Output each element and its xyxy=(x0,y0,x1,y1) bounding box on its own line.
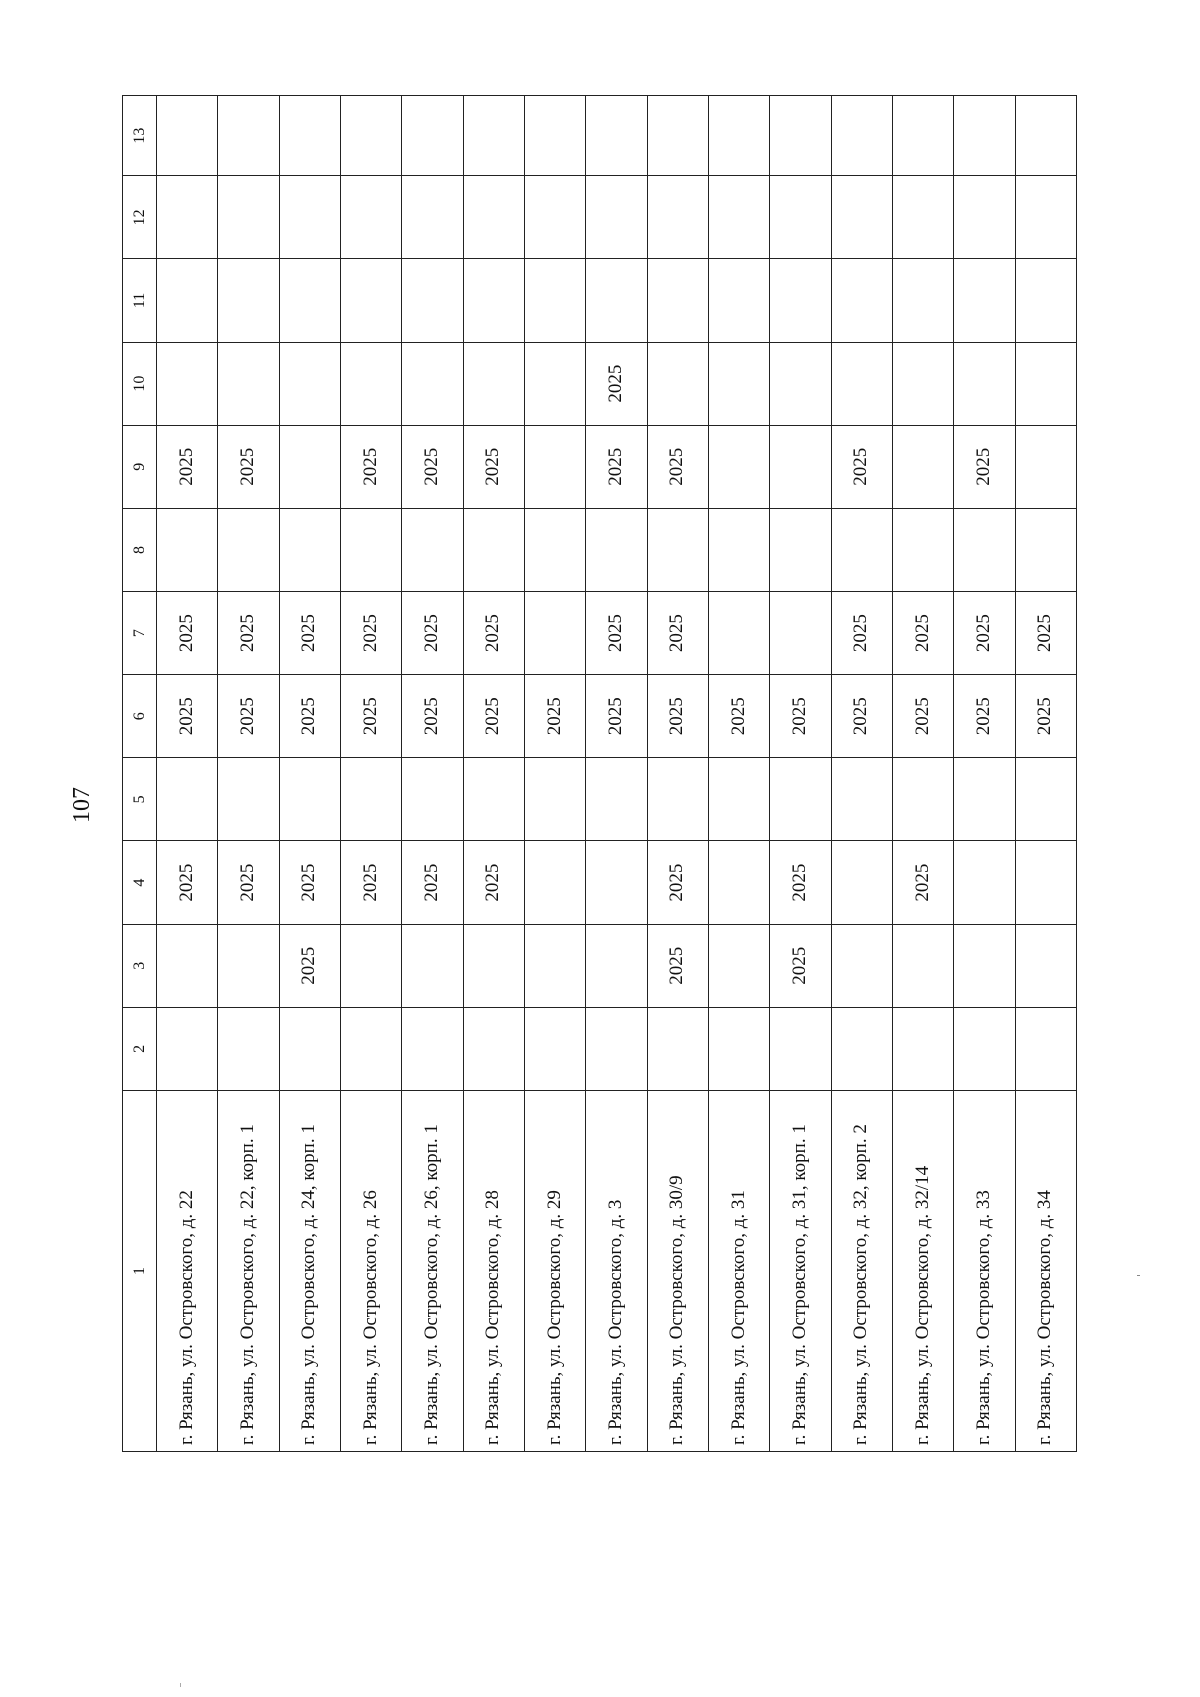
table-body xyxy=(123,96,1077,1452)
year-cell: 2025 xyxy=(218,425,279,508)
year-cell xyxy=(892,342,953,425)
year-cell xyxy=(770,259,831,342)
year-cell: 2025 xyxy=(463,841,524,924)
table-row xyxy=(340,96,401,1452)
year-cell xyxy=(157,758,218,841)
year-cell xyxy=(954,924,1015,1007)
year-cell xyxy=(892,1007,953,1090)
year-cell: 2025 xyxy=(340,841,401,924)
year-cell xyxy=(770,758,831,841)
year-cell: 2025 xyxy=(647,592,708,675)
column-header-4: 4 xyxy=(123,841,157,924)
year-cell xyxy=(831,176,892,259)
year-cell xyxy=(463,176,524,259)
year-cell xyxy=(586,924,647,1007)
year-cell xyxy=(1015,425,1076,508)
year-cell xyxy=(218,508,279,591)
year-cell xyxy=(157,508,218,591)
header-row xyxy=(123,96,157,1452)
year-cell: 2025 xyxy=(770,675,831,758)
year-cell xyxy=(218,259,279,342)
address-cell: г. Рязань, ул. Островского, д. 24, корп. 1 xyxy=(279,1090,340,1451)
address-cell: г. Рязань, ул. Островского, д. 3 xyxy=(586,1090,647,1451)
year-cell xyxy=(647,508,708,591)
year-cell xyxy=(892,508,953,591)
year-cell xyxy=(708,841,769,924)
year-cell xyxy=(463,259,524,342)
table-row xyxy=(831,96,892,1452)
year-cell xyxy=(340,342,401,425)
year-cell xyxy=(647,758,708,841)
year-cell xyxy=(524,176,585,259)
year-cell: 2025 xyxy=(708,675,769,758)
column-header-5: 5 xyxy=(123,758,157,841)
year-cell: 2025 xyxy=(402,592,463,675)
year-cell: 2025 xyxy=(892,841,953,924)
year-cell xyxy=(831,841,892,924)
year-cell: 2025 xyxy=(463,675,524,758)
year-cell xyxy=(157,1007,218,1090)
year-cell xyxy=(279,758,340,841)
year-cell xyxy=(340,924,401,1007)
year-cell xyxy=(647,96,708,176)
year-cell: 2025 xyxy=(1015,592,1076,675)
year-cell xyxy=(524,508,585,591)
year-cell xyxy=(831,1007,892,1090)
year-cell xyxy=(770,176,831,259)
year-cell: 2025 xyxy=(954,592,1015,675)
year-cell xyxy=(218,758,279,841)
year-cell xyxy=(218,96,279,176)
table-row xyxy=(157,96,218,1452)
year-cell xyxy=(831,924,892,1007)
year-cell xyxy=(586,1007,647,1090)
year-cell xyxy=(157,176,218,259)
year-cell xyxy=(708,259,769,342)
year-cell xyxy=(463,1007,524,1090)
year-cell: 2025 xyxy=(586,592,647,675)
column-header-2: 2 xyxy=(123,1007,157,1090)
address-cell: г. Рязань, ул. Островского, д. 32/14 xyxy=(892,1090,953,1451)
year-cell xyxy=(402,96,463,176)
year-cell xyxy=(1015,96,1076,176)
year-cell xyxy=(279,259,340,342)
table-row xyxy=(524,96,585,1452)
year-cell: 2025 xyxy=(831,425,892,508)
year-cell xyxy=(1015,758,1076,841)
address-cell: г. Рязань, ул. Островского, д. 33 xyxy=(954,1090,1015,1451)
year-cell xyxy=(831,96,892,176)
year-cell: 2025 xyxy=(892,675,953,758)
year-cell: 2025 xyxy=(157,425,218,508)
year-cell xyxy=(524,259,585,342)
year-cell xyxy=(524,758,585,841)
year-cell xyxy=(1015,1007,1076,1090)
address-cell: г. Рязань, ул. Островского, д. 30/9 xyxy=(647,1090,708,1451)
year-cell xyxy=(892,425,953,508)
table-row xyxy=(647,96,708,1452)
year-cell xyxy=(340,176,401,259)
column-header-13: 13 xyxy=(123,96,157,176)
year-cell xyxy=(218,342,279,425)
year-cell xyxy=(586,841,647,924)
year-cell xyxy=(708,1007,769,1090)
year-cell xyxy=(340,758,401,841)
year-cell: 2025 xyxy=(647,841,708,924)
year-cell xyxy=(954,758,1015,841)
year-cell xyxy=(463,342,524,425)
year-cell xyxy=(770,508,831,591)
year-cell xyxy=(954,1007,1015,1090)
year-cell xyxy=(770,96,831,176)
year-cell: 2025 xyxy=(340,675,401,758)
table-row xyxy=(463,96,524,1452)
year-cell: 2025 xyxy=(647,425,708,508)
year-cell xyxy=(586,259,647,342)
year-cell xyxy=(892,96,953,176)
year-cell: 2025 xyxy=(402,425,463,508)
address-cell: г. Рязань, ул. Островского, д. 34 xyxy=(1015,1090,1076,1451)
year-cell: 2025 xyxy=(279,592,340,675)
year-cell xyxy=(954,96,1015,176)
year-cell xyxy=(402,758,463,841)
year-cell xyxy=(892,176,953,259)
year-cell xyxy=(157,96,218,176)
year-cell xyxy=(954,841,1015,924)
year-cell xyxy=(770,425,831,508)
year-cell xyxy=(402,1007,463,1090)
year-cell xyxy=(524,841,585,924)
year-cell xyxy=(340,96,401,176)
year-cell xyxy=(708,508,769,591)
year-cell: 2025 xyxy=(279,924,340,1007)
year-cell xyxy=(954,508,1015,591)
schedule-table xyxy=(122,95,1077,1452)
year-cell: 2025 xyxy=(218,592,279,675)
scan-speck xyxy=(1137,1275,1140,1276)
table-row xyxy=(218,96,279,1452)
year-cell: 2025 xyxy=(770,924,831,1007)
year-cell xyxy=(1015,342,1076,425)
year-cell xyxy=(770,592,831,675)
column-header-10: 10 xyxy=(123,342,157,425)
address-cell: г. Рязань, ул. Островского, д. 26 xyxy=(340,1090,401,1451)
year-cell xyxy=(892,924,953,1007)
year-cell: 2025 xyxy=(586,342,647,425)
year-cell: 2025 xyxy=(647,924,708,1007)
year-cell: 2025 xyxy=(954,425,1015,508)
year-cell: 2025 xyxy=(218,675,279,758)
year-cell: 2025 xyxy=(218,841,279,924)
year-cell xyxy=(218,176,279,259)
year-cell xyxy=(279,176,340,259)
year-cell: 2025 xyxy=(279,675,340,758)
year-cell xyxy=(340,259,401,342)
column-header-6: 6 xyxy=(123,675,157,758)
year-cell xyxy=(586,758,647,841)
scan-speck xyxy=(180,1683,181,1687)
column-header-12: 12 xyxy=(123,176,157,259)
year-cell xyxy=(708,592,769,675)
year-cell: 2025 xyxy=(831,675,892,758)
year-cell xyxy=(892,259,953,342)
column-header-11: 11 xyxy=(123,259,157,342)
year-cell xyxy=(954,259,1015,342)
address-cell: г. Рязань, ул. Островского, д. 29 xyxy=(524,1090,585,1451)
column-header-1: 1 xyxy=(123,1090,157,1451)
table-row xyxy=(954,96,1015,1452)
year-cell: 2025 xyxy=(157,675,218,758)
year-cell xyxy=(402,176,463,259)
year-cell xyxy=(218,1007,279,1090)
year-cell xyxy=(586,508,647,591)
year-cell xyxy=(340,508,401,591)
year-cell xyxy=(831,508,892,591)
table-row xyxy=(279,96,340,1452)
year-cell xyxy=(402,924,463,1007)
address-cell: г. Рязань, ул. Островского, д. 31 xyxy=(708,1090,769,1451)
year-cell xyxy=(402,342,463,425)
year-cell xyxy=(463,508,524,591)
address-cell: г. Рязань, ул. Островского, д. 32, корп. 2 xyxy=(831,1090,892,1451)
year-cell: 2025 xyxy=(586,675,647,758)
year-cell xyxy=(831,342,892,425)
year-cell xyxy=(831,259,892,342)
year-cell xyxy=(1015,508,1076,591)
column-header-7: 7 xyxy=(123,592,157,675)
year-cell xyxy=(586,96,647,176)
year-cell xyxy=(279,342,340,425)
year-cell xyxy=(340,1007,401,1090)
year-cell xyxy=(402,508,463,591)
year-cell: 2025 xyxy=(157,592,218,675)
year-cell xyxy=(647,1007,708,1090)
year-cell xyxy=(279,425,340,508)
year-cell: 2025 xyxy=(463,592,524,675)
page-number: 107 xyxy=(69,787,95,823)
year-cell: 2025 xyxy=(954,675,1015,758)
address-cell: г. Рязань, ул. Островского, д. 31, корп. 1 xyxy=(770,1090,831,1451)
year-cell xyxy=(892,758,953,841)
year-cell xyxy=(524,592,585,675)
table-row xyxy=(770,96,831,1452)
year-cell xyxy=(157,259,218,342)
year-cell xyxy=(279,96,340,176)
year-cell: 2025 xyxy=(524,675,585,758)
year-cell xyxy=(586,176,647,259)
year-cell xyxy=(708,96,769,176)
year-cell xyxy=(954,176,1015,259)
year-cell xyxy=(402,259,463,342)
column-header-8: 8 xyxy=(123,508,157,591)
year-cell: 2025 xyxy=(402,841,463,924)
year-cell xyxy=(647,259,708,342)
year-cell: 2025 xyxy=(463,425,524,508)
address-cell: г. Рязань, ул. Островского, д. 22, корп. 1 xyxy=(218,1090,279,1451)
year-cell: 2025 xyxy=(340,425,401,508)
table-row xyxy=(1015,96,1076,1452)
year-cell xyxy=(770,342,831,425)
year-cell: 2025 xyxy=(157,841,218,924)
year-cell xyxy=(954,342,1015,425)
year-cell: 2025 xyxy=(1015,675,1076,758)
year-cell xyxy=(463,758,524,841)
year-cell xyxy=(157,924,218,1007)
year-cell xyxy=(831,758,892,841)
table-row xyxy=(402,96,463,1452)
address-cell: г. Рязань, ул. Островского, д. 28 xyxy=(463,1090,524,1451)
year-cell xyxy=(1015,176,1076,259)
year-cell: 2025 xyxy=(892,592,953,675)
year-cell xyxy=(524,924,585,1007)
year-cell: 2025 xyxy=(770,841,831,924)
year-cell xyxy=(647,176,708,259)
table-row xyxy=(892,96,953,1452)
year-cell xyxy=(463,924,524,1007)
year-cell xyxy=(708,425,769,508)
year-cell xyxy=(708,342,769,425)
year-cell xyxy=(157,342,218,425)
address-cell: г. Рязань, ул. Островского, д. 22 xyxy=(157,1090,218,1451)
year-cell xyxy=(524,342,585,425)
year-cell xyxy=(770,1007,831,1090)
year-cell: 2025 xyxy=(586,425,647,508)
year-cell xyxy=(708,924,769,1007)
year-cell: 2025 xyxy=(340,592,401,675)
year-cell xyxy=(708,758,769,841)
year-cell xyxy=(463,96,524,176)
year-cell xyxy=(279,508,340,591)
schedule-table-rotated xyxy=(122,95,1077,1452)
table-row xyxy=(586,96,647,1452)
address-cell: г. Рязань, ул. Островского, д. 26, корп. 1 xyxy=(402,1090,463,1451)
year-cell xyxy=(524,1007,585,1090)
table-row xyxy=(708,96,769,1452)
year-cell: 2025 xyxy=(647,675,708,758)
year-cell xyxy=(1015,924,1076,1007)
column-header-9: 9 xyxy=(123,425,157,508)
year-cell xyxy=(647,342,708,425)
year-cell xyxy=(524,96,585,176)
year-cell xyxy=(708,176,769,259)
year-cell xyxy=(218,924,279,1007)
year-cell xyxy=(524,425,585,508)
year-cell: 2025 xyxy=(279,841,340,924)
column-header-3: 3 xyxy=(123,924,157,1007)
year-cell xyxy=(279,1007,340,1090)
year-cell xyxy=(1015,259,1076,342)
year-cell xyxy=(1015,841,1076,924)
year-cell: 2025 xyxy=(402,675,463,758)
year-cell: 2025 xyxy=(831,592,892,675)
